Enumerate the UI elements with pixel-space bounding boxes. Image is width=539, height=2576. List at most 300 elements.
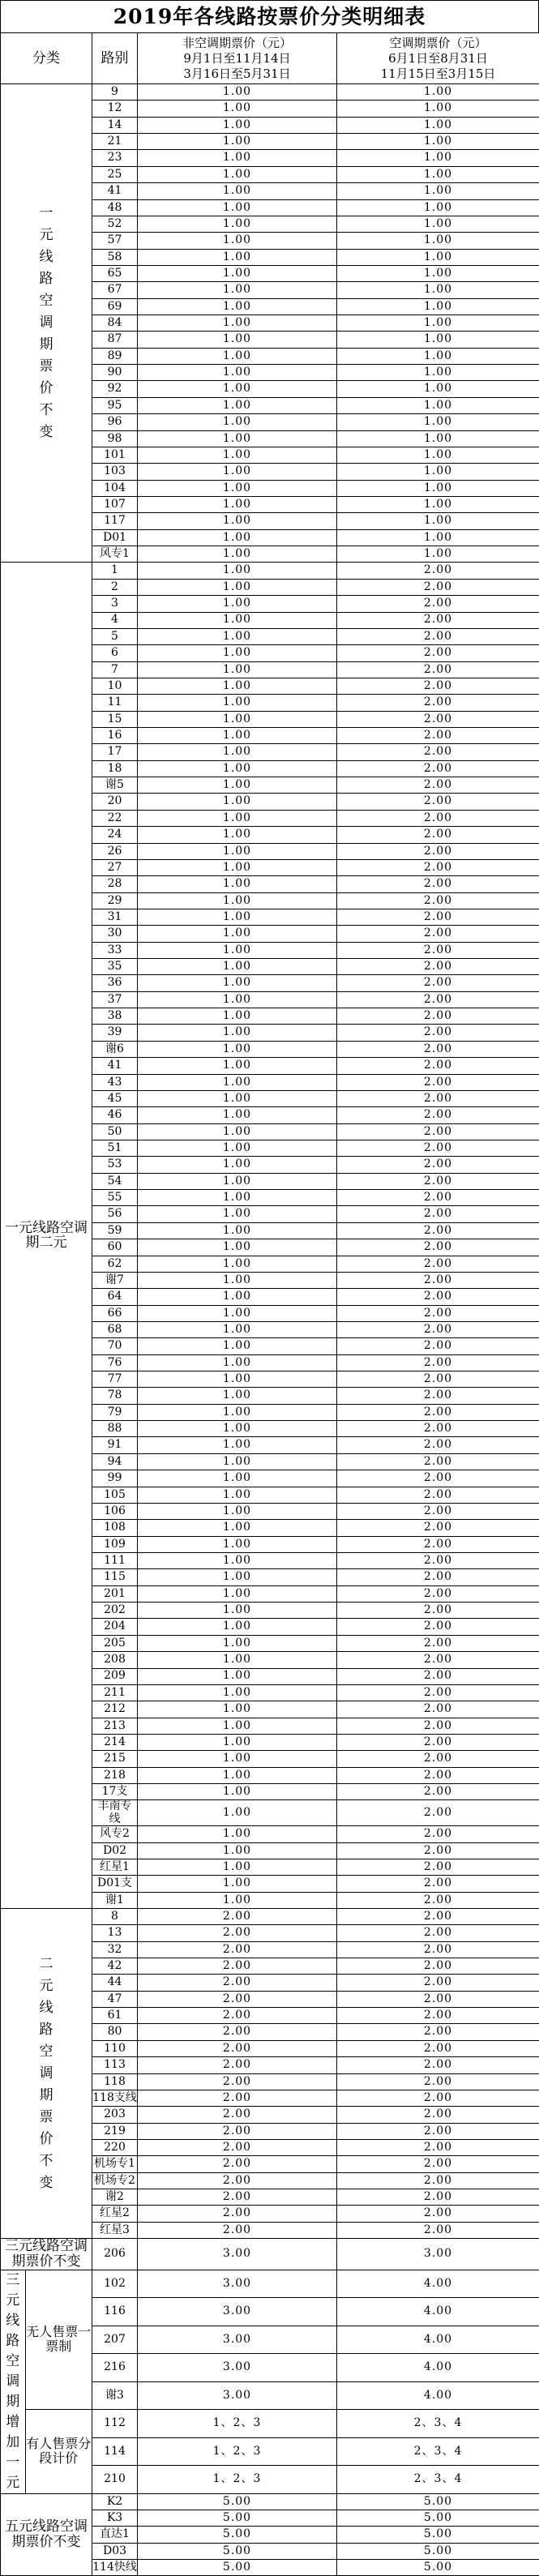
nonac-fare-cell: 2.00	[138, 1958, 337, 1975]
route-cell: 7	[92, 661, 138, 678]
ac-fare-cell: 1.00	[337, 265, 539, 281]
route-header: 路别	[92, 33, 138, 84]
nonac-fare-cell: 1.00	[138, 265, 337, 281]
ac-fare-cell: 2.00	[337, 1734, 539, 1750]
nonac-fare-cell: 2.00	[138, 2156, 337, 2172]
nonac-fare-cell: 1.00	[138, 760, 337, 777]
table-row	[1, 84, 539, 101]
nonac-fare-cell: 2.00	[138, 2090, 337, 2106]
ac-fare-cell: 2.00	[337, 975, 539, 991]
ac-fare-cell: 2.00	[337, 1569, 539, 1585]
route-cell: 79	[92, 1404, 138, 1420]
route-cell: 3	[92, 596, 138, 612]
category-cell	[1, 2239, 92, 2270]
ac-fare-cell: 4.00	[337, 2270, 539, 2298]
ac-fare-cell: 2.00	[337, 1487, 539, 1503]
route-cell: 201	[92, 1585, 138, 1602]
ac-fare-cell: 1.00	[337, 117, 539, 133]
ac-fare-cell: 1.00	[337, 397, 539, 413]
route-cell: 118	[92, 2073, 138, 2090]
ac-fare-cell: 1.00	[337, 414, 539, 430]
route-cell: 110	[92, 2040, 138, 2056]
ac-fare-cell: 2.00	[337, 1800, 539, 1826]
route-cell: 105	[92, 1487, 138, 1503]
nonac-fare-cell: 1.00	[138, 1767, 337, 1783]
nonac-fare-cell: 1.00	[138, 1536, 337, 1552]
ac-fare-cell: 2.00	[337, 1958, 539, 1975]
ac-fare-cell: 1.00	[337, 496, 539, 512]
ac-fare-cell: 2.00	[337, 1503, 539, 1519]
nonac-fare-cell: 3.00	[138, 2381, 337, 2410]
ac-fare-cell: 2.00	[337, 1354, 539, 1371]
category-label: 一元线路空调期票价不变	[39, 203, 54, 443]
ac-fare-cell: 2.00	[337, 1157, 539, 1173]
nonac-fare-cell: 3.00	[138, 2298, 337, 2326]
route-cell: 谢2	[92, 2189, 138, 2206]
route-cell: 53	[92, 1157, 138, 1173]
nonac-fare-cell: 1.00	[138, 381, 337, 397]
header-row	[1, 33, 539, 84]
nonac-fare-cell: 1.00	[138, 975, 337, 991]
route-cell: 45	[92, 1090, 138, 1106]
category-cell	[1, 84, 92, 563]
nonac-fare-cell: 1.00	[138, 678, 337, 694]
ac-fare-cell: 2.00	[337, 1041, 539, 1057]
ac-fare-cell: 2.00	[337, 1008, 539, 1025]
ac-fare-cell: 1.00	[337, 430, 539, 447]
nonac-fare-cell: 1.00	[138, 596, 337, 612]
route-cell: 机场专2	[92, 2172, 138, 2189]
ac-fare-cell: 2.00	[337, 2123, 539, 2139]
nonac-fare-title: 非空调期票价（元）	[138, 36, 336, 51]
route-cell: 207	[92, 2326, 138, 2354]
ac-fare-cell: 2.00	[337, 579, 539, 595]
nonac-fare-cell: 1.00	[138, 843, 337, 859]
route-cell: 36	[92, 975, 138, 991]
nonac-fare-cell: 1.00	[138, 563, 337, 579]
nonac-fare-cell: 1.00	[138, 414, 337, 430]
nonac-fare-cell: 1.00	[138, 529, 337, 546]
nonac-fare-cell: 1.00	[138, 1635, 337, 1651]
ac-fare-cell: 4.00	[337, 2354, 539, 2382]
nonac-fare-header	[138, 33, 337, 84]
route-cell: 52	[92, 216, 138, 232]
route-cell: 206	[92, 2239, 138, 2270]
ac-fare-cell: 2.00	[337, 1388, 539, 1404]
ac-fare-cell: 2.00	[337, 794, 539, 810]
route-cell: 107	[92, 496, 138, 512]
route-cell: 25	[92, 166, 138, 182]
nonac-fare-cell: 2.00	[138, 2040, 337, 2056]
route-cell: 209	[92, 1668, 138, 1684]
route-cell: 59	[92, 1222, 138, 1239]
category-cell	[1, 1908, 92, 2238]
nonac-fare-cell: 1.00	[138, 1751, 337, 1767]
nonac-fare-cell: 1.00	[138, 1437, 337, 1453]
ac-fare-cell: 2.00	[337, 1876, 539, 1892]
ac-fare-cell: 2.00	[337, 1058, 539, 1074]
route-cell: 87	[92, 332, 138, 348]
nonac-fare-cell: 1.00	[138, 1718, 337, 1734]
route-cell: 11	[92, 695, 138, 711]
route-cell: 67	[92, 282, 138, 298]
nonac-fare-cell: 1.00	[138, 1876, 337, 1892]
ac-fare-cell: 1.00	[337, 134, 539, 150]
ac-fare-cell: 2.00	[337, 2156, 539, 2172]
route-cell: 78	[92, 1388, 138, 1404]
ac-fare-cell: 2.00	[337, 1090, 539, 1106]
nonac-fare-cell: 1.00	[138, 1470, 337, 1487]
nonac-fare-cell: 1.00	[138, 1289, 337, 1305]
ac-fare-cell: 2.00	[337, 1552, 539, 1568]
ac-fare-cell: 2.00	[337, 744, 539, 760]
ac-fare-cell: 2.00	[337, 2172, 539, 2189]
nonac-fare-cell: 1.00	[138, 1206, 337, 1222]
ac-fare-cell: 2.00	[337, 1635, 539, 1651]
nonac-fare-cell: 1.00	[138, 348, 337, 364]
route-cell: 红星1	[92, 1859, 138, 1875]
ac-fare-cell: 4.00	[337, 2326, 539, 2354]
route-cell: K3	[92, 2510, 138, 2526]
ac-fare-cell: 2.00	[337, 1941, 539, 1958]
route-cell: 31	[92, 909, 138, 925]
ac-fare-cell: 2.00	[337, 760, 539, 777]
nonac-fare-cell: 1.00	[138, 926, 337, 942]
ac-fare-cell: 2.00	[337, 1668, 539, 1684]
route-cell: 92	[92, 381, 138, 397]
route-cell: D01支	[92, 1876, 138, 1892]
nonac-fare-cell: 1.00	[138, 942, 337, 958]
route-cell: 64	[92, 1289, 138, 1305]
ac-fare-cell: 2.00	[337, 2057, 539, 2073]
route-cell: 27	[92, 859, 138, 875]
route-cell: 215	[92, 1751, 138, 1767]
route-cell: 88	[92, 1421, 138, 1437]
route-cell: 机场专1	[92, 2156, 138, 2172]
subgroup-label: 无人售票一票制	[25, 2270, 92, 2410]
category-label: 三元线路空调期票价不变	[5, 2238, 88, 2270]
route-cell: 48	[92, 199, 138, 216]
ac-fare-cell: 2.00	[337, 1784, 539, 1800]
route-cell: 39	[92, 1025, 138, 1041]
ac-fare-cell: 2.00	[337, 1859, 539, 1875]
nonac-fare-cell: 1.00	[138, 1107, 337, 1123]
table-row	[1, 563, 539, 579]
ac-fare-cell: 2.00	[337, 777, 539, 794]
category-cell	[1, 563, 92, 1909]
route-cell: 118支线	[92, 2090, 138, 2106]
ac-fare-cell: 1.00	[337, 282, 539, 298]
route-cell: 18	[92, 760, 138, 777]
ac-fare-cell: 1.00	[337, 166, 539, 182]
ac-fare-cell: 2.00	[337, 1925, 539, 1941]
ac-fare-cell: 3.00	[337, 2239, 539, 2270]
nonac-fare-cell: 1、2、3	[138, 2410, 337, 2438]
nonac-fare-cell: 1.00	[138, 249, 337, 265]
nonac-fare-cell: 1.00	[138, 1025, 337, 1041]
ac-fare-cell: 1.00	[337, 84, 539, 101]
ac-fare-cell: 2.00	[337, 1536, 539, 1552]
nonac-fare-cell: 1.00	[138, 166, 337, 182]
route-cell: 61	[92, 2008, 138, 2024]
ac-fare-cell: 2.00	[337, 1421, 539, 1437]
nonac-fare-cell: 1.00	[138, 1652, 337, 1668]
ac-fare-cell: 2.00	[337, 1892, 539, 1908]
route-cell: 16	[92, 728, 138, 744]
nonac-fare-cell: 1.00	[138, 513, 337, 529]
nonac-fare-cell: 1.00	[138, 1157, 337, 1173]
table-row	[1, 2493, 539, 2510]
nonac-fare-cell: 2.00	[138, 2107, 337, 2123]
nonac-fare-cell: 1.00	[138, 1090, 337, 1106]
ac-fare-cell: 1.00	[337, 447, 539, 463]
ac-fare-cell: 1.00	[337, 199, 539, 216]
ac-period-1: 6月1日至8月31日	[337, 51, 539, 66]
route-cell: 4	[92, 612, 138, 628]
route-cell: 41	[92, 1058, 138, 1074]
ac-fare-cell: 2.00	[337, 1321, 539, 1337]
route-cell: 111	[92, 1552, 138, 1568]
route-cell: 95	[92, 397, 138, 413]
route-cell: 红星2	[92, 2206, 138, 2222]
route-cell: 41	[92, 183, 138, 199]
nonac-fare-cell: 1.00	[138, 496, 337, 512]
ac-fare-cell: 2.00	[337, 1908, 539, 1924]
route-cell: 56	[92, 1206, 138, 1222]
ac-fare-cell: 1.00	[337, 529, 539, 546]
route-cell: 99	[92, 1470, 138, 1487]
ac-fare-cell: 2.00	[337, 1289, 539, 1305]
route-cell: 50	[92, 1123, 138, 1140]
route-cell: 208	[92, 1652, 138, 1668]
ac-fare-cell: 2.00	[337, 1206, 539, 1222]
route-cell: 103	[92, 464, 138, 480]
ac-fare-cell: 2.00	[337, 1751, 539, 1767]
ac-fare-cell: 2.00	[337, 661, 539, 678]
ac-fare-cell: 1.00	[337, 480, 539, 496]
nonac-fare-cell: 1.00	[138, 1239, 337, 1256]
ac-fare-cell: 2.00	[337, 1453, 539, 1470]
ac-fare-cell: 2.00	[337, 1619, 539, 1635]
ac-fare-cell: 2.00	[337, 1272, 539, 1288]
route-cell: 60	[92, 1239, 138, 1256]
ac-fare-cell: 2.00	[337, 1404, 539, 1420]
route-cell: 89	[92, 348, 138, 364]
nonac-fare-cell: 2.00	[138, 2206, 337, 2222]
nonac-fare-cell: 2.00	[138, 2139, 337, 2155]
route-cell: 218	[92, 1767, 138, 1783]
route-cell: 65	[92, 265, 138, 281]
ac-fare-cell: 2.00	[337, 1991, 539, 2007]
route-cell: 55	[92, 1190, 138, 1206]
nonac-fare-cell: 1.00	[138, 1371, 337, 1388]
nonac-fare-cell: 1.00	[138, 695, 337, 711]
nonac-fare-cell: 1.00	[138, 892, 337, 909]
nonac-fare-cell: 1.00	[138, 199, 337, 216]
ac-fare-cell: 2.00	[337, 645, 539, 661]
ac-fare-cell: 1.00	[337, 365, 539, 381]
nonac-fare-cell: 1.00	[138, 117, 337, 133]
route-cell: 106	[92, 1503, 138, 1519]
subgroup-row	[1, 2270, 92, 2410]
page-title: 2019年各线路按票价分类明细表	[0, 0, 539, 32]
nonac-fare-cell: 1.00	[138, 1173, 337, 1189]
route-cell: 90	[92, 365, 138, 381]
route-cell: 21	[92, 134, 138, 150]
ac-fare-cell: 2.00	[337, 1470, 539, 1487]
nonac-fare-cell: 1.00	[138, 1008, 337, 1025]
ac-fare-cell: 2.00	[337, 1718, 539, 1734]
ac-fare-cell: 2.00	[337, 1975, 539, 1991]
route-cell: 203	[92, 2107, 138, 2123]
nonac-fare-cell: 3.00	[138, 2354, 337, 2382]
route-cell: 112	[92, 2410, 138, 2438]
ac-fare-title: 空调期票价（元）	[337, 36, 539, 51]
nonac-fare-cell: 2.00	[138, 1941, 337, 1958]
nonac-fare-cell: 1.00	[138, 1140, 337, 1157]
category-vertical-cell	[1, 2270, 25, 2493]
nonac-fare-cell: 1.00	[138, 1520, 337, 1536]
route-cell: 23	[92, 150, 138, 166]
route-cell: 6	[92, 645, 138, 661]
route-cell: 15	[92, 711, 138, 727]
nonac-fare-cell: 1.00	[138, 1826, 337, 1842]
nonac-fare-cell: 1.00	[138, 1800, 337, 1826]
route-cell: 210	[92, 2466, 138, 2494]
route-cell: 2	[92, 579, 138, 595]
nonac-fare-cell: 1、2、3	[138, 2437, 337, 2466]
ac-fare-cell: 2.00	[337, 1140, 539, 1157]
route-cell: 116	[92, 2298, 138, 2326]
route-cell: 35	[92, 959, 138, 975]
route-cell: 谢1	[92, 1892, 138, 1908]
table-row	[1, 2270, 539, 2298]
ac-fare-cell: 2.00	[337, 1520, 539, 1536]
nonac-fare-cell: 1.00	[138, 1305, 337, 1321]
ac-fare-cell: 2.00	[337, 2073, 539, 2090]
route-cell: 204	[92, 1619, 138, 1635]
ac-fare-cell: 2.00	[337, 1701, 539, 1718]
ac-fare-cell: 2.00	[337, 695, 539, 711]
ac-fare-cell: 2.00	[337, 859, 539, 875]
ac-fare-cell: 2.00	[337, 563, 539, 579]
category-label: 五元线路空调期票价不变	[5, 2518, 88, 2550]
nonac-fare-cell: 1.00	[138, 397, 337, 413]
nonac-fare-cell: 1、2、3	[138, 2466, 337, 2494]
route-cell: 101	[92, 447, 138, 463]
route-cell: 69	[92, 298, 138, 315]
route-cell: 77	[92, 1371, 138, 1388]
route-cell: 54	[92, 1173, 138, 1189]
route-cell: D03	[92, 2543, 138, 2559]
nonac-fare-cell: 1.00	[138, 1892, 337, 1908]
route-cell: 丰南专线	[92, 1800, 138, 1826]
nonac-fare-cell: 1.00	[138, 1842, 337, 1859]
route-cell: 62	[92, 1256, 138, 1272]
route-cell: 24	[92, 827, 138, 843]
ac-fare-cell: 1.00	[337, 101, 539, 117]
ac-fare-cell: 1.00	[337, 348, 539, 364]
route-cell: 214	[92, 1734, 138, 1750]
route-cell: 98	[92, 430, 138, 447]
ac-fare-cell: 2、3、4	[337, 2466, 539, 2494]
nonac-fare-cell: 1.00	[138, 1272, 337, 1288]
nonac-fare-cell: 1.00	[138, 612, 337, 628]
ac-fare-cell: 2.00	[337, 1826, 539, 1842]
category-header: 分类	[1, 33, 92, 84]
ac-fare-cell: 2.00	[337, 1603, 539, 1619]
ac-fare-cell: 2、3、4	[337, 2437, 539, 2466]
nonac-fare-cell: 1.00	[138, 1684, 337, 1701]
nonac-fare-cell: 1.00	[138, 1453, 337, 1470]
ac-fare-cell: 1.00	[337, 546, 539, 563]
route-cell: 红星3	[92, 2222, 138, 2238]
nonac-fare-cell: 1.00	[138, 183, 337, 199]
ac-fare-cell: 2.00	[337, 2206, 539, 2222]
nonac-fare-cell: 1.00	[138, 150, 337, 166]
route-cell: 91	[92, 1437, 138, 1453]
nonac-fare-cell: 1.00	[138, 810, 337, 826]
nonac-fare-cell: 1.00	[138, 84, 337, 101]
nonac-fare-cell: 1.00	[138, 794, 337, 810]
nonac-fare-cell: 1.00	[138, 464, 337, 480]
nonac-fare-cell: 3.00	[138, 2270, 337, 2298]
route-cell: 205	[92, 1635, 138, 1651]
nonac-fare-cell: 1.00	[138, 282, 337, 298]
nonac-fare-cell: 2.00	[138, 1908, 337, 1924]
nonac-fare-cell: 1.00	[138, 1404, 337, 1420]
route-cell: 84	[92, 315, 138, 332]
ac-fare-cell: 2.00	[337, 1123, 539, 1140]
ac-fare-cell: 2.00	[337, 876, 539, 892]
route-cell: 108	[92, 1520, 138, 1536]
route-cell: 33	[92, 942, 138, 958]
route-cell: 28	[92, 876, 138, 892]
route-cell: 26	[92, 843, 138, 859]
nonac-fare-cell: 1.00	[138, 332, 337, 348]
route-cell: 1	[92, 563, 138, 579]
nonac-fare-cell: 1.00	[138, 628, 337, 644]
category-cell	[1, 2270, 92, 2493]
nonac-fare-cell: 1.00	[138, 909, 337, 925]
ac-fare-cell: 2.00	[337, 991, 539, 1008]
nonac-fare-cell: 3.00	[138, 2326, 337, 2354]
nonac-fare-cell: 1.00	[138, 728, 337, 744]
ac-fare-cell: 1.00	[337, 381, 539, 397]
nonac-fare-cell: 1.00	[138, 991, 337, 1008]
ac-fare-cell: 2.00	[337, 1239, 539, 1256]
nonac-fare-cell: 2.00	[138, 1991, 337, 2007]
route-cell: 17支	[92, 1784, 138, 1800]
ac-fare-cell: 5.00	[337, 2559, 539, 2575]
category-cell	[1, 2493, 92, 2576]
route-cell: 47	[92, 1991, 138, 2007]
nonac-fare-cell: 1.00	[138, 1487, 337, 1503]
nonac-fare-cell: 1.00	[138, 1388, 337, 1404]
nonac-fare-cell: 2.00	[138, 2172, 337, 2189]
nonac-fare-cell: 1.00	[138, 1734, 337, 1750]
ac-fare-cell: 2.00	[337, 596, 539, 612]
route-cell: 38	[92, 1008, 138, 1025]
nonac-fare-cell: 1.00	[138, 1321, 337, 1337]
route-cell: 114快线	[92, 2559, 138, 2575]
nonac-fare-cell: 1.00	[138, 1585, 337, 1602]
ac-fare-header	[337, 33, 539, 84]
ac-fare-cell: 4.00	[337, 2381, 539, 2410]
nonac-fare-cell: 2.00	[138, 2008, 337, 2024]
nonac-fare-cell: 2.00	[138, 2189, 337, 2206]
nonac-fare-cell: 1.00	[138, 661, 337, 678]
